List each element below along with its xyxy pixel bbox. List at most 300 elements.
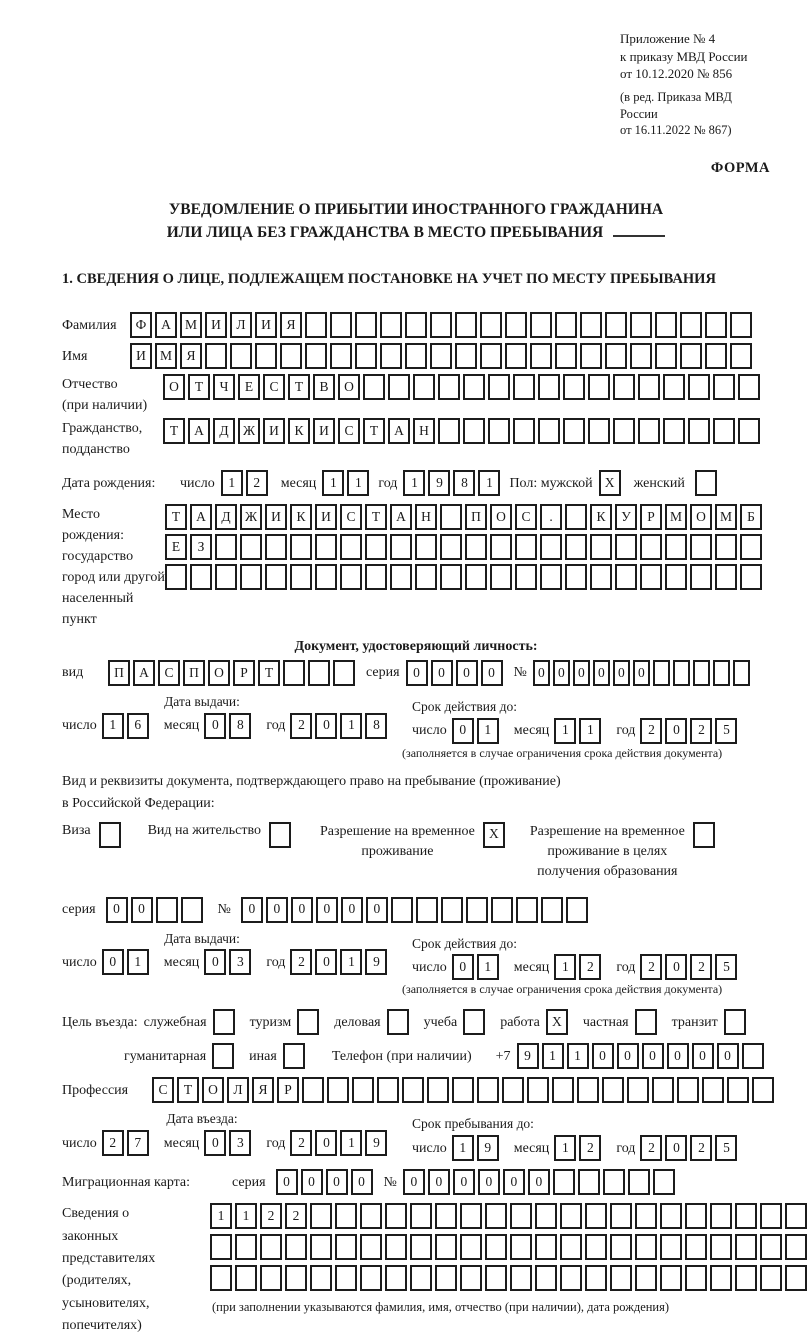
cell[interactable] (638, 418, 660, 444)
mig-number-cells[interactable] (403, 1169, 678, 1195)
cell[interactable] (377, 1077, 399, 1103)
cell[interactable] (460, 1265, 482, 1291)
cell[interactable] (677, 1077, 699, 1103)
cell[interactable] (455, 343, 477, 369)
cell[interactable] (515, 564, 537, 590)
birth-place-cells-row2[interactable] (165, 534, 765, 560)
cell[interactable] (760, 1234, 782, 1260)
cell[interactable] (327, 1077, 349, 1103)
cell[interactable] (308, 660, 330, 686)
cell[interactable] (538, 374, 560, 400)
cell[interactable]: Д (215, 504, 237, 530)
cell[interactable] (355, 312, 377, 338)
cell[interactable] (213, 1009, 235, 1035)
cell[interactable] (269, 822, 291, 848)
cell[interactable]: 1 (567, 1043, 589, 1069)
cell[interactable] (602, 1077, 624, 1103)
cell[interactable]: 0 (366, 897, 388, 923)
cell[interactable]: У (615, 504, 637, 530)
cell[interactable] (742, 1043, 764, 1069)
cell[interactable] (663, 418, 685, 444)
cell[interactable]: 1 (542, 1043, 564, 1069)
stay-day-cells[interactable] (452, 1135, 502, 1161)
cell[interactable]: 0 (102, 949, 124, 975)
cell[interactable] (610, 1234, 632, 1260)
cell[interactable]: О (338, 374, 360, 400)
doc-issue-month-cells[interactable] (204, 713, 254, 739)
cell[interactable]: . (540, 504, 562, 530)
cell[interactable]: С (338, 418, 360, 444)
cell[interactable]: 0 (553, 660, 570, 686)
cell[interactable] (585, 1265, 607, 1291)
permit-valid-day-cells[interactable] (452, 954, 502, 980)
cell[interactable]: С (263, 374, 285, 400)
cell[interactable]: 0 (301, 1169, 323, 1195)
cell[interactable] (255, 343, 277, 369)
cell[interactable] (715, 564, 737, 590)
cell[interactable] (785, 1265, 807, 1291)
cell[interactable] (265, 534, 287, 560)
cell[interactable]: К (288, 418, 310, 444)
cell[interactable] (310, 1203, 332, 1229)
cell[interactable] (99, 822, 121, 848)
cell[interactable]: Т (363, 418, 385, 444)
cell[interactable] (535, 1203, 557, 1229)
cell[interactable] (285, 1265, 307, 1291)
cell[interactable] (391, 897, 413, 923)
cell[interactable] (588, 418, 610, 444)
cell[interactable] (713, 374, 735, 400)
cell[interactable] (615, 534, 637, 560)
purpose-humanitarian-checkbox[interactable] (212, 1043, 237, 1069)
cell[interactable]: П (183, 660, 205, 686)
cell[interactable]: 1 (322, 470, 344, 496)
cell[interactable] (415, 534, 437, 560)
cell[interactable]: 0 (428, 1169, 450, 1195)
cell[interactable]: 1 (340, 713, 362, 739)
cell[interactable]: 2 (290, 713, 312, 739)
purpose-other-checkbox[interactable] (283, 1043, 308, 1069)
cell[interactable]: 0 (692, 1043, 714, 1069)
cell[interactable] (541, 897, 563, 923)
cell[interactable]: 2 (260, 1203, 282, 1229)
cell[interactable] (333, 660, 355, 686)
cell[interactable] (360, 1234, 382, 1260)
cell[interactable] (363, 374, 385, 400)
cell[interactable] (480, 312, 502, 338)
cell[interactable] (538, 418, 560, 444)
cell[interactable] (410, 1234, 432, 1260)
cell[interactable] (740, 564, 762, 590)
cell[interactable] (438, 374, 460, 400)
patronymic-cells[interactable] (163, 374, 763, 400)
cell[interactable] (735, 1203, 757, 1229)
cell[interactable]: 1 (235, 1203, 257, 1229)
cell[interactable]: 1 (340, 949, 362, 975)
cell[interactable]: 0 (106, 897, 128, 923)
temp-residence-checkbox[interactable] (483, 822, 508, 848)
cell[interactable]: О (690, 504, 712, 530)
cell[interactable] (430, 343, 452, 369)
cell[interactable]: 0 (593, 660, 610, 686)
cell[interactable] (230, 343, 252, 369)
cell[interactable]: Т (365, 504, 387, 530)
cell[interactable]: П (108, 660, 130, 686)
cell[interactable] (516, 897, 538, 923)
cell[interactable] (235, 1265, 257, 1291)
cell[interactable]: 2 (246, 470, 268, 496)
representatives-cells-row1[interactable] (210, 1203, 810, 1229)
doc-series-cells[interactable] (406, 660, 506, 686)
cell[interactable] (465, 534, 487, 560)
cell[interactable]: 2 (285, 1203, 307, 1229)
cell[interactable] (563, 374, 585, 400)
cell[interactable] (730, 343, 752, 369)
cell[interactable]: В (313, 374, 335, 400)
cell[interactable] (610, 1265, 632, 1291)
permit-issue-year-cells[interactable] (290, 949, 390, 975)
cell[interactable]: А (133, 660, 155, 686)
sex-female-checkbox[interactable] (695, 470, 720, 496)
cell[interactable] (585, 1203, 607, 1229)
cell[interactable] (613, 418, 635, 444)
cell[interactable] (330, 312, 352, 338)
cell[interactable] (727, 1077, 749, 1103)
cell[interactable] (315, 534, 337, 560)
cell[interactable]: 0 (452, 718, 474, 744)
cell[interactable]: 5 (715, 954, 737, 980)
cell[interactable] (640, 564, 662, 590)
cell[interactable] (330, 343, 352, 369)
cell[interactable] (365, 534, 387, 560)
cell[interactable] (735, 1265, 757, 1291)
cell[interactable]: 1 (340, 1130, 362, 1156)
cell[interactable] (285, 1234, 307, 1260)
given-name-cells[interactable] (130, 343, 755, 369)
cell[interactable] (380, 312, 402, 338)
cell[interactable] (283, 660, 305, 686)
cell[interactable] (463, 1009, 485, 1035)
cell[interactable] (710, 1203, 732, 1229)
cell[interactable]: 0 (315, 1130, 337, 1156)
cell[interactable] (460, 1234, 482, 1260)
cell[interactable] (210, 1234, 232, 1260)
cell[interactable]: Ф (130, 312, 152, 338)
cell[interactable] (360, 1265, 382, 1291)
cell[interactable] (680, 343, 702, 369)
cell[interactable]: И (315, 504, 337, 530)
cell[interactable]: 0 (573, 660, 590, 686)
cell[interactable] (290, 534, 312, 560)
cell[interactable]: 1 (554, 718, 576, 744)
cell[interactable] (297, 1009, 319, 1035)
cell[interactable] (693, 822, 715, 848)
cell[interactable]: А (188, 418, 210, 444)
cell[interactable] (563, 418, 585, 444)
permit-issue-day-cells[interactable] (102, 949, 152, 975)
cell[interactable] (610, 1203, 632, 1229)
cell[interactable]: 0 (717, 1043, 739, 1069)
cell[interactable]: 9 (517, 1043, 539, 1069)
cell[interactable]: 9 (365, 1130, 387, 1156)
cell[interactable]: 2 (640, 954, 662, 980)
cell[interactable]: 0 (204, 949, 226, 975)
cell[interactable] (315, 564, 337, 590)
cell[interactable] (435, 1203, 457, 1229)
cell[interactable] (635, 1203, 657, 1229)
cell[interactable] (733, 660, 750, 686)
cell[interactable]: Р (233, 660, 255, 686)
surname-cells[interactable] (130, 312, 755, 338)
cell[interactable]: Т (165, 504, 187, 530)
cell[interactable] (628, 1169, 650, 1195)
cell[interactable] (490, 534, 512, 560)
cell[interactable] (430, 312, 452, 338)
cell[interactable] (640, 534, 662, 560)
cell[interactable]: Н (413, 418, 435, 444)
cell[interactable]: 0 (528, 1169, 550, 1195)
cell[interactable]: С (340, 504, 362, 530)
cell[interactable]: 2 (102, 1130, 124, 1156)
cell[interactable]: К (290, 504, 312, 530)
doc-valid-month-cells[interactable] (554, 718, 604, 744)
cell[interactable]: Д (213, 418, 235, 444)
cell[interactable] (513, 418, 535, 444)
doc-valid-year-cells[interactable] (640, 718, 740, 744)
cell[interactable] (702, 1077, 724, 1103)
cell[interactable] (265, 564, 287, 590)
cell[interactable] (440, 534, 462, 560)
cell[interactable] (552, 1077, 574, 1103)
cell[interactable] (738, 374, 760, 400)
cell[interactable] (340, 534, 362, 560)
cell[interactable]: И (313, 418, 335, 444)
cell[interactable] (463, 374, 485, 400)
cell[interactable] (485, 1234, 507, 1260)
birth-month-cells[interactable] (322, 470, 372, 496)
cell[interactable] (555, 312, 577, 338)
cell[interactable]: 0 (403, 1169, 425, 1195)
cell[interactable]: 7 (127, 1130, 149, 1156)
cell[interactable] (365, 564, 387, 590)
cell[interactable]: А (390, 504, 412, 530)
purpose-commercial-checkbox[interactable] (387, 1009, 412, 1035)
cell[interactable] (505, 312, 527, 338)
cell[interactable]: X (599, 470, 621, 496)
cell[interactable] (713, 660, 730, 686)
cell[interactable] (605, 312, 627, 338)
cell[interactable]: X (546, 1009, 568, 1035)
cell[interactable] (710, 1234, 732, 1260)
cell[interactable] (685, 1203, 707, 1229)
doc-kind-cells[interactable] (108, 660, 358, 686)
cell[interactable] (235, 1234, 257, 1260)
cell[interactable]: 0 (315, 949, 337, 975)
birth-day-cells[interactable] (221, 470, 271, 496)
cell[interactable] (502, 1077, 524, 1103)
temp-residence-edu-checkbox[interactable] (693, 822, 718, 848)
cell[interactable]: Е (238, 374, 260, 400)
cell[interactable]: 1 (554, 954, 576, 980)
cell[interactable] (440, 504, 462, 530)
cell[interactable] (280, 343, 302, 369)
cell[interactable]: Ч (213, 374, 235, 400)
cell[interactable] (635, 1009, 657, 1035)
cell[interactable] (785, 1203, 807, 1229)
cell[interactable] (760, 1265, 782, 1291)
cell[interactable] (690, 534, 712, 560)
cell[interactable] (240, 534, 262, 560)
cell[interactable]: Р (640, 504, 662, 530)
cell[interactable]: 1 (221, 470, 243, 496)
permit-valid-year-cells[interactable] (640, 954, 740, 980)
cell[interactable] (390, 564, 412, 590)
cell[interactable] (310, 1265, 332, 1291)
cell[interactable]: 8 (365, 713, 387, 739)
cell[interactable] (710, 1265, 732, 1291)
cell[interactable] (566, 897, 588, 923)
cell[interactable] (580, 312, 602, 338)
cell[interactable] (510, 1234, 532, 1260)
doc-issue-year-cells[interactable] (290, 713, 390, 739)
entry-month-cells[interactable] (204, 1130, 254, 1156)
cell[interactable] (653, 1169, 675, 1195)
cell[interactable]: 0 (431, 660, 453, 686)
cell[interactable] (638, 374, 660, 400)
cell[interactable]: 8 (453, 470, 475, 496)
cell[interactable] (724, 1009, 746, 1035)
cell[interactable] (156, 897, 178, 923)
cell[interactable]: Л (230, 312, 252, 338)
cell[interactable] (165, 564, 187, 590)
cell[interactable] (463, 418, 485, 444)
cell[interactable]: 0 (131, 897, 153, 923)
cell[interactable] (665, 534, 687, 560)
cell[interactable] (215, 534, 237, 560)
cell[interactable] (580, 343, 602, 369)
cell[interactable] (535, 1265, 557, 1291)
cell[interactable]: И (130, 343, 152, 369)
cell[interactable]: 0 (276, 1169, 298, 1195)
cell[interactable] (388, 374, 410, 400)
cell[interactable] (405, 343, 427, 369)
stay-month-cells[interactable] (554, 1135, 604, 1161)
cell[interactable]: Ж (240, 504, 262, 530)
cell[interactable] (553, 1169, 575, 1195)
cell[interactable]: 1 (452, 1135, 474, 1161)
cell[interactable]: М (665, 504, 687, 530)
cell[interactable]: 2 (690, 954, 712, 980)
cell[interactable] (438, 418, 460, 444)
cell[interactable] (688, 374, 710, 400)
cell[interactable]: 1 (127, 949, 149, 975)
cell[interactable]: О (202, 1077, 224, 1103)
cell[interactable]: М (180, 312, 202, 338)
cell[interactable]: 2 (579, 1135, 601, 1161)
permit-series-cells[interactable] (106, 897, 206, 923)
cell[interactable] (452, 1077, 474, 1103)
cell[interactable] (705, 312, 727, 338)
cell[interactable] (402, 1077, 424, 1103)
cell[interactable]: 0 (452, 954, 474, 980)
cell[interactable]: 0 (341, 897, 363, 923)
cell[interactable]: 1 (579, 718, 601, 744)
representatives-cells-row2[interactable] (210, 1234, 810, 1260)
cell[interactable] (652, 1077, 674, 1103)
cell[interactable]: Ж (238, 418, 260, 444)
cell[interactable] (530, 312, 552, 338)
cell[interactable] (560, 1265, 582, 1291)
cell[interactable] (715, 534, 737, 560)
cell[interactable] (352, 1077, 374, 1103)
cell[interactable] (485, 1203, 507, 1229)
cell[interactable] (655, 312, 677, 338)
cell[interactable] (335, 1203, 357, 1229)
cell[interactable] (212, 1043, 234, 1069)
cell[interactable]: 0 (478, 1169, 500, 1195)
cell[interactable] (555, 343, 577, 369)
cell[interactable]: 2 (640, 718, 662, 744)
cell[interactable] (685, 1265, 707, 1291)
cell[interactable] (510, 1265, 532, 1291)
cell[interactable] (466, 897, 488, 923)
cell[interactable]: 1 (210, 1203, 232, 1229)
cell[interactable] (540, 564, 562, 590)
cell[interactable]: Р (277, 1077, 299, 1103)
cell[interactable]: 1 (403, 470, 425, 496)
doc-valid-day-cells[interactable] (452, 718, 502, 744)
representatives-cells-row3[interactable] (210, 1265, 810, 1291)
residence-permit-checkbox[interactable] (269, 822, 294, 848)
cell[interactable] (527, 1077, 549, 1103)
cell[interactable] (740, 534, 762, 560)
cell[interactable] (693, 660, 710, 686)
cell[interactable]: 3 (229, 1130, 251, 1156)
cell[interactable]: Т (188, 374, 210, 400)
cell[interactable]: 3 (229, 949, 251, 975)
cell[interactable]: 1 (477, 954, 499, 980)
cell[interactable] (660, 1265, 682, 1291)
cell[interactable] (435, 1234, 457, 1260)
cell[interactable] (577, 1077, 599, 1103)
cell[interactable] (205, 343, 227, 369)
cell[interactable]: О (490, 504, 512, 530)
cell[interactable]: 6 (127, 713, 149, 739)
cell[interactable]: 0 (533, 660, 550, 686)
cell[interactable] (410, 1203, 432, 1229)
birth-place-cells-row1[interactable] (165, 504, 765, 530)
entry-day-cells[interactable] (102, 1130, 152, 1156)
cell[interactable]: 8 (229, 713, 251, 739)
cell[interactable] (685, 1234, 707, 1260)
cell[interactable] (480, 343, 502, 369)
cell[interactable] (588, 374, 610, 400)
cell[interactable] (690, 564, 712, 590)
purpose-tourism-checkbox[interactable] (297, 1009, 322, 1035)
cell[interactable] (735, 1234, 757, 1260)
stay-year-cells[interactable] (640, 1135, 740, 1161)
cell[interactable]: 1 (347, 470, 369, 496)
cell[interactable] (410, 1265, 432, 1291)
cell[interactable] (488, 374, 510, 400)
birth-year-cells[interactable] (403, 470, 503, 496)
cell[interactable]: 0 (241, 897, 263, 923)
cell[interactable]: 0 (204, 1130, 226, 1156)
doc-issue-day-cells[interactable] (102, 713, 152, 739)
cell[interactable]: О (163, 374, 185, 400)
cell[interactable] (560, 1203, 582, 1229)
cell[interactable]: М (715, 504, 737, 530)
